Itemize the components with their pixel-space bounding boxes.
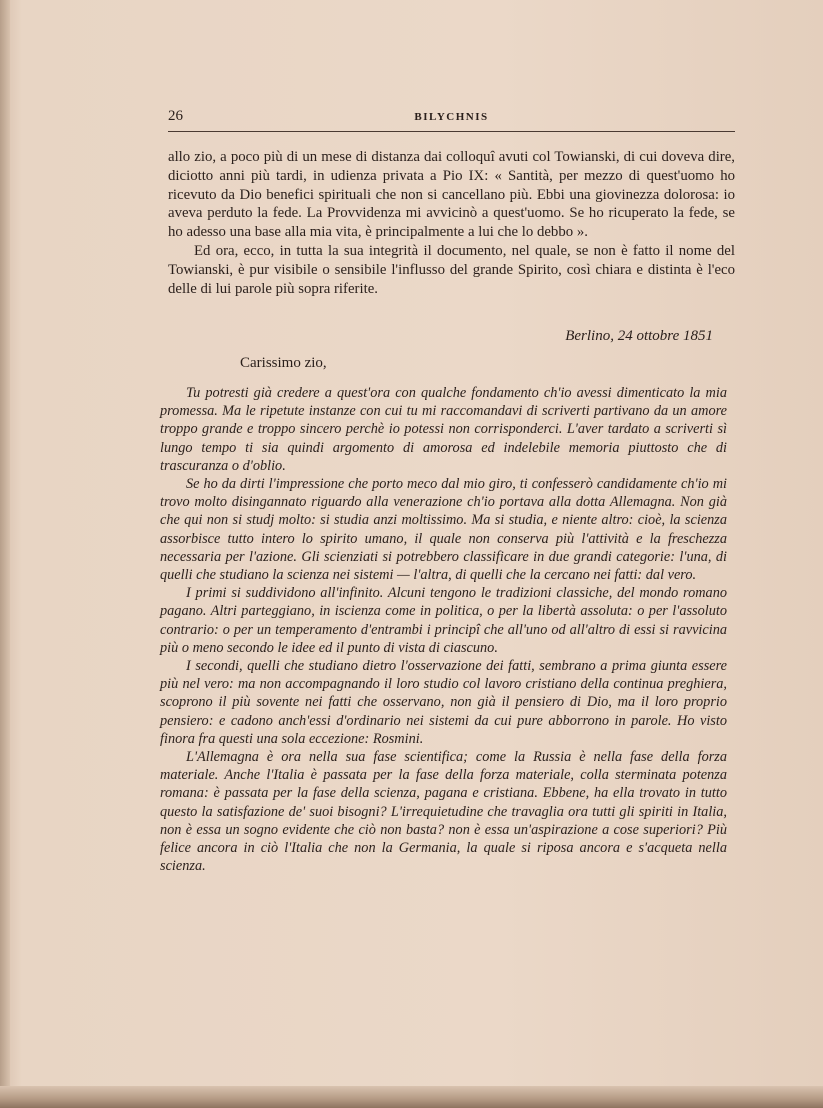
letter-dateline: Berlino, 24 ottobre 1851 [565, 328, 713, 344]
letter-paragraph: Tu potresti già credere a quest'ora con qualche fondamento ch'io avessi dimenticato la mia promessa. Ma le ripetute instanze con cui tu mi raccomandavi di scriverti partivano da un amore troppo grande e troppo sincero perchè io potessi non corrisponderci. L'aver tardato a scriverti sì lungo tempo ti sia quindi argomento di amorosa ed indelebile memoria piuttosto che di trascuranza o d'oblio. [160, 385, 727, 474]
page-bottom-edge [0, 1086, 823, 1108]
page-left-edge [0, 0, 10, 1108]
letter-paragraph: I secondi, quelli che studiano dietro l'osservazione dei fatti, sembrano a prima giunta essere più nel vero: ma non accompagnando il loro studio col lavoro cristiano della continua preghiera, scoprono il più sovente nei fatti che osservano, non già il pensiero di Dio, ma il loro proprio pensiero: e cadono anch'essi d'ordinario nei sistemi da cui pure abborrono in parole. Ho visto finora fra questi una sola eccezione: Rosmini. [160, 658, 727, 747]
letter-salutation: Carissimo zio, [240, 355, 327, 371]
page-header [168, 108, 735, 130]
letter-body [160, 384, 727, 875]
running-head: BILYCHNIS [414, 111, 489, 123]
header-rule [168, 131, 735, 132]
paragraph-intro: allo zio, a poco più di un mese di distanza dai colloquî avuti col Towianski, di cui doveva dire, diciotto anni più tardi, in udienza privata a Pio IX: « Santità, per mezzo di quest'uomo ho ricevuto da Dio benefici spirituali che non si cancellano più. Ebbi una giovinezza dolorosa: io aveva perduto la fede. La Provvidenza mi avvicinò a quest'uomo. Se ho ricuperato la fede, se ho adesso una base alla mia vita, è principalmente a lui che lo debbo ». [168, 149, 735, 241]
paragraph-transition: Ed ora, ecco, in tutta la sua integrità il documento, nel quale, se non è fatto il nome del Towianski, è pur visibile o sensibile l'influsso del grande Spirito, così chiara e distinta è l'eco delle di lui parole più sopra riferite. [168, 242, 735, 297]
body-text [168, 148, 735, 298]
page-number: 26 [168, 108, 183, 124]
letter-paragraph: L'Allemagna è ora nella sua fase scientifica; come la Russia è nella fase della forza materiale. Anche l'Italia è passata per la fase della forza materiale, colla sterminata potenza romana: è passata per la fase della scienza, pagana e cristiana. Ebbene, ha ella trovato in tutto questo la satisfazione de' suoi bisogni? L'irrequietudine che travaglia ora tutti gli spiriti in Italia, non è essa un sogno evidente che ciò non basta? non è essa un'aspirazione a cose superiori? Più felice ancora in ciò l'Italia che non la Germania, la quale si riposa ancora e s'acqueta nella scienza. [160, 749, 727, 875]
letter-paragraph: Se ho da dirti l'impressione che porto meco dal mio giro, ti confesserò candidamente ch'io mi trovo molto disingannato riguardo alla venerazione ch'io portava alla dotta Allemagna. Non già che qui non si studj molto: si studia anzi moltissimo. Ma si studia, e niente altro: cioè, la scienza assorbisce tutto intero lo spirito umano, il quale non conserva più l'attività e la freschezza necessaria per l'azione. Gli scienziati si potrebbero classificare in due grandi categorie: l'una, di quelli che studiano la scienza nei sistemi — l'altra, di quelli che la cercano nei fatti: dal vero. [160, 476, 727, 584]
letter-paragraph: I primi si suddividono all'infinito. Alcuni tengono le tradizioni classiche, del mondo romano pagano. Altri parteggiano, in iscienza come in politica, o per la libertà assoluta: o per l'assoluto contrario: o per un temperamento d'entrambi i principî che all'uno od all'altro di essi si ravvicina più o meno secondo le idee ed il punto di vista di ciascuno. [160, 585, 727, 656]
